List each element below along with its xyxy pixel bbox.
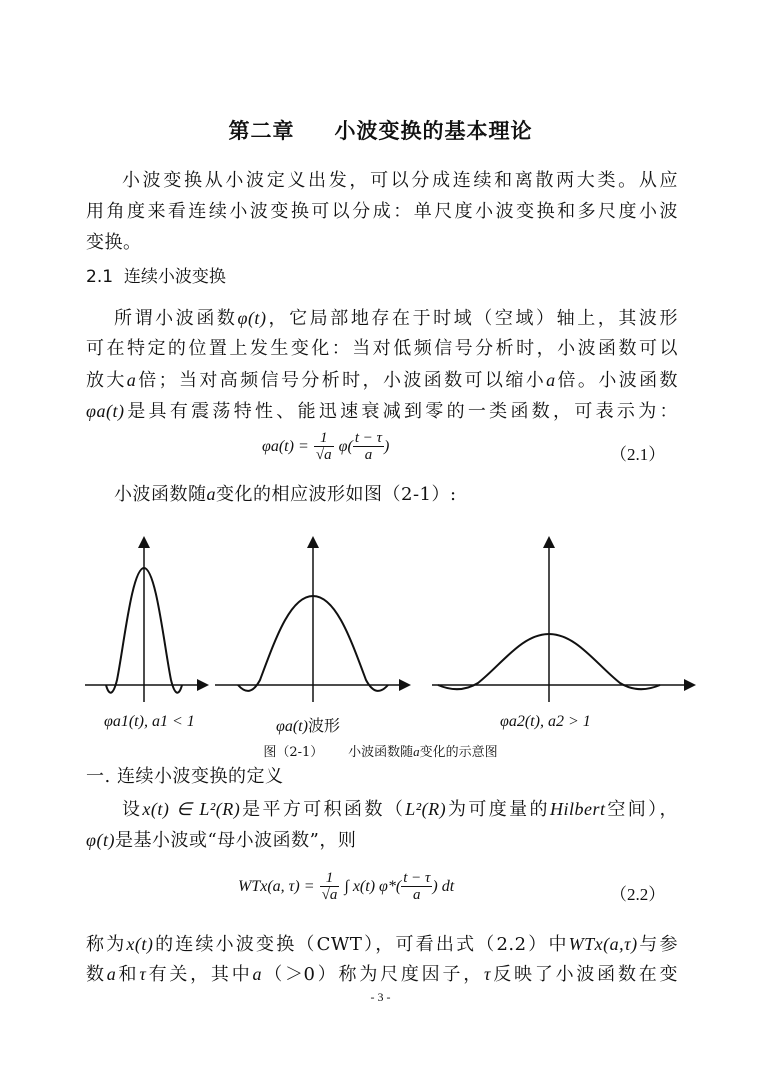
intro-line-2: 用角度来看连续小波变换可以分成：单尺度小波变换和多尺度小波 xyxy=(86,201,678,222)
equation-number-2-2: （2.2） xyxy=(610,885,666,904)
para1-line-2: 可在特定的位置上发生变化：当对低频信号分析时，小波函数可以 xyxy=(86,338,678,359)
para1-line-1: 所谓小波函数φ(t)，它局部地存在于时域（空域）轴上，其波形 xyxy=(114,308,679,329)
figure-label-2: φa(t)波形 xyxy=(276,716,340,735)
para2-line: 小波函数随a变化的相应波形如图（2-1）: xyxy=(114,484,457,505)
section-title: 连续小波变换 xyxy=(123,267,226,287)
equation-2-2: WTx(a, τ) = $\frac{1}{√a}$ ∫ x(t) φ*( $\frac{t - \tau}{a}$ ) dt xyxy=(238,870,455,903)
subsection-heading: 一. 连续小波变换的定义 xyxy=(86,766,284,787)
chapter-title xyxy=(0,115,761,145)
figure-label-3: φa2(t), a2 > 1 xyxy=(500,713,591,730)
section-number: 2.1 xyxy=(86,267,114,287)
para4-line-1: 称为x(t)的连续小波变换（CWT），可看出式（2.2）中WTx(a,τ)与参 xyxy=(86,934,678,955)
section-heading xyxy=(86,265,226,289)
chapter-number: 第二章 xyxy=(228,119,295,143)
figure-label-1: φa1(t), a1 < 1 xyxy=(104,713,195,730)
intro-line-1: 小波变换从小波定义出发，可以分成连续和离散两大类。从应 xyxy=(122,170,678,191)
equation-2-1: φa(t) = $\frac{1}{√a}$ φ( $\frac{t - \tau}{a}$ ) xyxy=(262,430,390,463)
chapter-name: 小波变换的基本理论 xyxy=(334,119,533,143)
figure-caption: 图（2-1） 小波函数随a变化的示意图 xyxy=(263,744,498,760)
panel-mid-wavelet xyxy=(215,542,405,702)
wavelet-figure xyxy=(0,530,761,710)
para1-line-3: 放大a倍；当对高频信号分析时，小波函数可以缩小a倍。小波函数 xyxy=(86,370,679,391)
panel-narrow-wavelet xyxy=(85,542,203,702)
equation-number-2-1: （2.1） xyxy=(610,445,666,464)
para3-line-2: φ(t)是基小波或“母小波函数”，则 xyxy=(86,830,357,851)
page-number: - 3 - xyxy=(370,990,391,1004)
intro-line-3: 变换。 xyxy=(86,232,142,253)
para3-line-1: 设x(t) ∈ L²(R)是平方可积函数（L²(R)为可度量的Hilbert空间）， xyxy=(122,799,679,820)
para4-line-2: 数a和τ有关，其中a（＞0）称为尺度因子，τ反映了小波函数在变 xyxy=(86,964,679,985)
panel-wide-wavelet xyxy=(432,542,690,702)
para1-line-4: φa(t)是具有震荡特性、能迅速衰减到零的一类函数，可表示为： xyxy=(86,401,678,422)
